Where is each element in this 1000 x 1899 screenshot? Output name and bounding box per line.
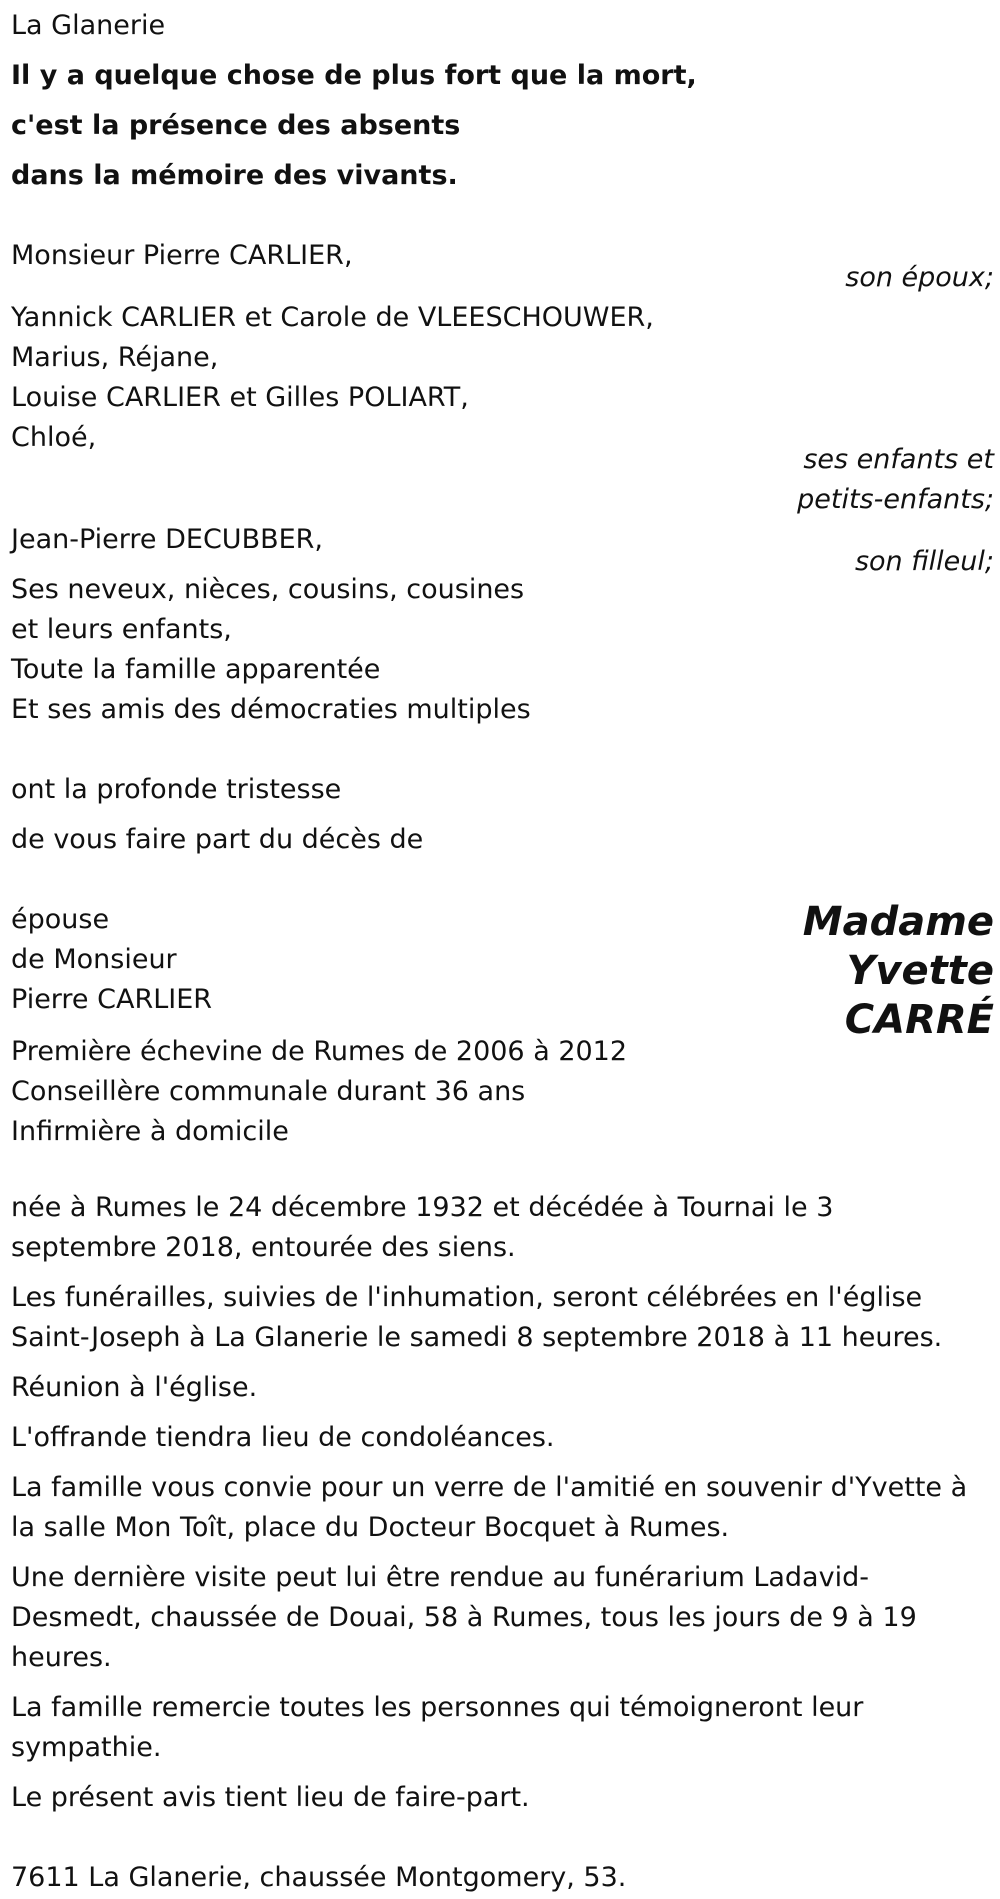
address: 7611 La Glanerie, chaussée Montgomery, 53. bbox=[11, 1862, 627, 1893]
spouse-name: Monsieur Pierre CARLIER, bbox=[11, 240, 353, 271]
role-line: Conseillère communale durant 36 ans bbox=[11, 1076, 526, 1107]
children-row bbox=[11, 298, 994, 520]
birth-death-paragraph: née à Rumes le 24 décembre 1932 et décédée à Tournai le 3 septembre 2018, entourée des siens. bbox=[11, 1192, 834, 1263]
deceased-name-line: CARRÉ bbox=[844, 997, 994, 1043]
child-line: Chloé, bbox=[11, 422, 97, 453]
reception-paragraph: La famille vous convie pour un verre de l'amitié en souvenir d'Yvette à la salle Mon Toît, place du Docteur Bocquet à Rumes. bbox=[11, 1472, 968, 1543]
godson-name: Jean-Pierre DECUBBER, bbox=[11, 524, 324, 555]
announcement-line-1: ont la profonde tristesse bbox=[11, 774, 342, 805]
role-line: Première échevine de Rumes de 2006 à 2012 bbox=[11, 1036, 628, 1067]
child-line: Marius, Réjane, bbox=[11, 342, 219, 373]
other-relatives bbox=[11, 570, 994, 730]
notice-paragraph: Le présent avis tient lieu de faire-part. bbox=[11, 1782, 530, 1813]
deceased-name-line: Madame bbox=[802, 899, 994, 945]
thanks-paragraph: La famille remercie toutes les personnes qui témoigneront leur sympathie. bbox=[11, 1692, 864, 1763]
quote-block bbox=[11, 56, 994, 196]
spouse-row bbox=[11, 236, 994, 298]
visit-paragraph: Une dernière visite peut lui être rendue au funérarium Ladavid-Desmedt, chaussée de Douai, 58 à Rumes, tous les jours de 9 à 19 heures. bbox=[11, 1562, 917, 1673]
children-relation-2: petits-enfants; bbox=[797, 484, 994, 515]
deceased-name-line: Yvette bbox=[846, 948, 994, 994]
quote-line: dans la mémoire des vivants. bbox=[11, 160, 458, 191]
deceased-name bbox=[803, 898, 994, 1045]
child-line: Yannick CARLIER et Carole de VLEESCHOUWER, bbox=[11, 302, 654, 333]
relatives-line: Et ses amis des démocraties multiples bbox=[11, 694, 531, 725]
relatives-line: Ses neveux, nièces, cousins, cousines bbox=[11, 574, 525, 605]
announcement-line-2: de vous faire part du décès de bbox=[11, 824, 424, 855]
quote-line: c'est la présence des absents bbox=[11, 110, 461, 141]
deceased-spouse-line: épouse bbox=[11, 904, 110, 935]
deceased-row bbox=[11, 899, 994, 1043]
offering-paragraph: L'offrande tiendra lieu de condoléances. bbox=[11, 1422, 555, 1453]
relatives-line: Toute la famille apparentée bbox=[11, 654, 381, 685]
role-line: Infirmière à domicile bbox=[11, 1116, 289, 1147]
funeral-paragraph: Les funérailles, suivies de l'inhumation, seront célébrées en l'église Saint-Joseph à La Glanerie le samedi 8 septembre 2018 à 11 heures. bbox=[11, 1282, 943, 1353]
place-heading: La Glanerie bbox=[11, 10, 166, 41]
deceased-roles bbox=[11, 1032, 994, 1152]
child-line: Louise CARLIER et Gilles POLIART, bbox=[11, 382, 469, 413]
meeting-paragraph: Réunion à l'église. bbox=[11, 1372, 258, 1403]
children-relation-1: ses enfants et bbox=[803, 444, 994, 475]
godson-relation: son filleul; bbox=[854, 546, 994, 577]
godson-row bbox=[11, 520, 994, 577]
quote-line: Il y a quelque chose de plus fort que la mort, bbox=[11, 60, 697, 91]
deceased-spouse-line: Pierre CARLIER bbox=[11, 984, 213, 1015]
spouse-relation: son époux; bbox=[845, 262, 994, 293]
relatives-line: et leurs enfants, bbox=[11, 614, 232, 645]
deceased-spouse-line: de Monsieur bbox=[11, 944, 177, 975]
obituary-notice bbox=[11, 6, 994, 1898]
